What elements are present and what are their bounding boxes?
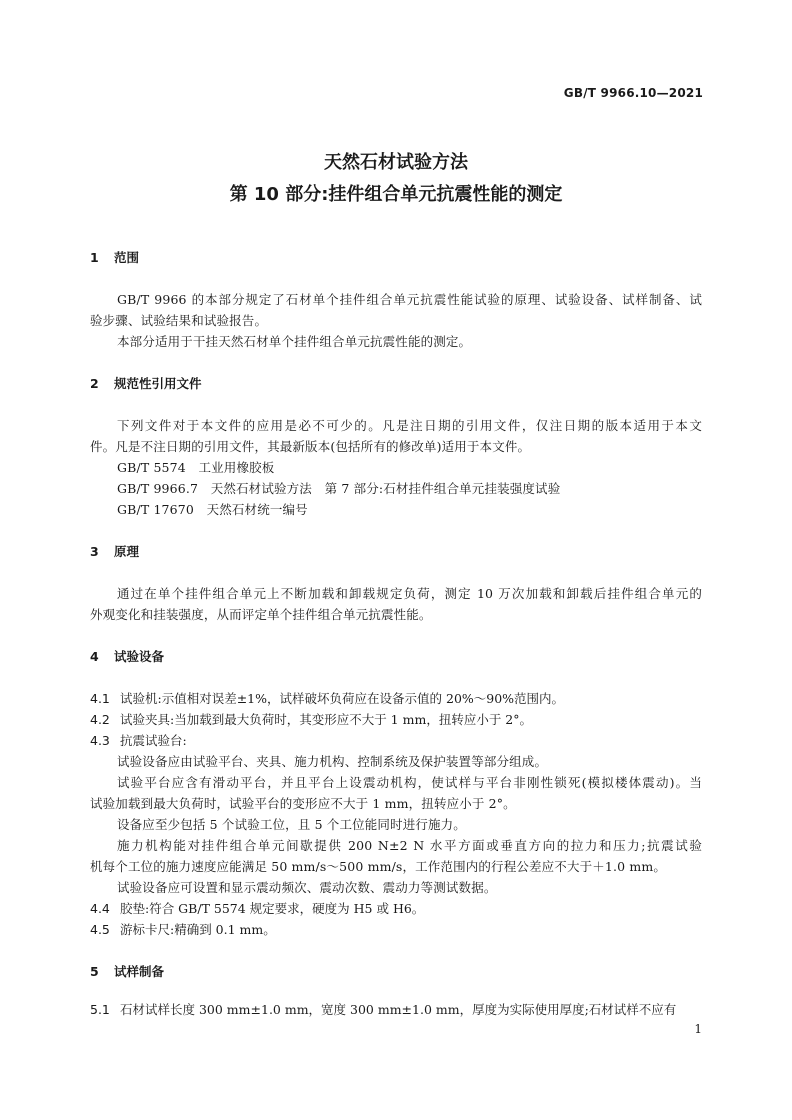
section-number: 1 [90,250,99,265]
section-title: 原理 [114,544,140,559]
section-heading-5 [90,962,164,980]
section-number: 3 [90,544,99,559]
section-heading-4 [90,647,164,665]
clause-4-2 [90,710,532,728]
section-title: 规范性引用文件 [114,376,202,391]
clause-number: 4.5 [90,922,110,937]
clause-4-5 [90,920,276,938]
clause-4-3 [90,731,187,749]
clause-4-1 [90,689,564,707]
section-heading-1 [90,248,139,266]
document-title: 天然石材试验方法 [324,152,468,173]
section-number: 5 [90,964,99,979]
paragraph-line: 外观变化和挂装强度，从而评定单个挂件组合单元抗震性能。 [90,607,432,622]
clause-text: 试验夹具:当加载到最大负荷时，其变形应不大于 1 mm，扭转应小于 2°。 [120,712,532,727]
clause-4-4 [90,899,424,917]
clause-text: 石材试样长度 300 mm±1.0 mm，宽度 300 mm±1.0 mm，厚度为实际使用厚度;石材试样不应有 [120,1002,677,1017]
paragraph-line: 验步骤、试验结果和试验报告。 [90,313,268,328]
paragraph-line: 试验平台应含有滑动平台，并且平台上设震动机构，使试样与平台非刚性锁死(模拟楼体震动)。当 [117,775,702,790]
document-subtitle: 第 10 部分:挂件组合单元抗震性能的测定 [229,184,563,205]
clause-number: 4.3 [90,733,110,748]
paragraph-line: 件。凡是不注日期的引用文件，其最新版本(包括所有的修改单)适用于本文件。 [90,439,531,454]
paragraph-line: 设备应至少包括 5 个试验工位，且 5 个工位能同时进行施力。 [117,817,466,832]
clause-number: 4.2 [90,712,110,727]
section-number: 2 [90,376,99,391]
section-heading-3 [90,542,139,560]
reference-item: GB/T 9966.7 天然石材试验方法 第 7 部分:石材挂件组合单元挂装强度试验 [117,481,561,496]
reference-item: GB/T 5574 工业用橡胶板 [117,460,275,475]
section-number: 4 [90,649,99,664]
paragraph-line: 本部分适用于干挂天然石材单个挂件组合单元抗震性能的测定。 [117,334,472,349]
paragraph-line: 机每个工位的施力速度应能满足 50 mm/s～500 mm/s，工作范围内的行程公差应不大于＋1.0 mm。 [90,859,667,874]
standard-number: GB/T 9966.10—2021 [563,86,703,100]
paragraph-line: 试验加载到最大负荷时，试验平台的变形应不大于 1 mm，扭转应小于 2°。 [90,796,516,811]
clause-number: 5.1 [90,1002,110,1017]
clause-text: 试验机:示值相对误差±1%，试样破坏负荷应在设备示值的 20%～90%范围内。 [120,691,565,706]
section-title: 试样制备 [114,964,165,979]
clause-number: 4.1 [90,691,110,706]
clause-text: 游标卡尺:精确到 0.1 mm。 [120,922,276,937]
section-title: 范围 [114,250,140,265]
page-number: 1 [694,1022,702,1036]
section-title: 试验设备 [114,649,165,664]
clause-text: 抗震试验台: [120,733,187,748]
clause-text: 胶垫:符合 GB/T 5574 规定要求，硬度为 H5 或 H6。 [120,901,425,916]
paragraph-line: 试验设备应可设置和显示震动频次、震动次数、震动力等测试数据。 [117,880,497,895]
paragraph-line: 施力机构能对挂件组合单元间歇提供 200 N±2 N 水平方面或垂直方向的拉力和压力;抗震试验 [117,838,702,853]
paragraph-line: 下列文件对于本文件的应用是必不可少的。凡是注日期的引用文件，仅注日期的版本适用于本文 [117,418,702,433]
paragraph-line: 通过在单个挂件组合单元上不断加载和卸载规定负荷，测定 10 万次加载和卸载后挂件组合单元的 [117,586,702,601]
paragraph-line: GB/T 9966 的本部分规定了石材单个挂件组合单元抗震性能试验的原理、试验设备、试样制备、试 [117,292,702,307]
reference-item: GB/T 17670 天然石材统一编号 [117,502,308,517]
section-heading-2 [90,374,202,392]
paragraph-line: 试验设备应由试验平台、夹具、施力机构、控制系统及保护装置等部分组成。 [117,754,548,769]
clause-number: 4.4 [90,901,110,916]
clause-5-1 [90,1000,676,1018]
